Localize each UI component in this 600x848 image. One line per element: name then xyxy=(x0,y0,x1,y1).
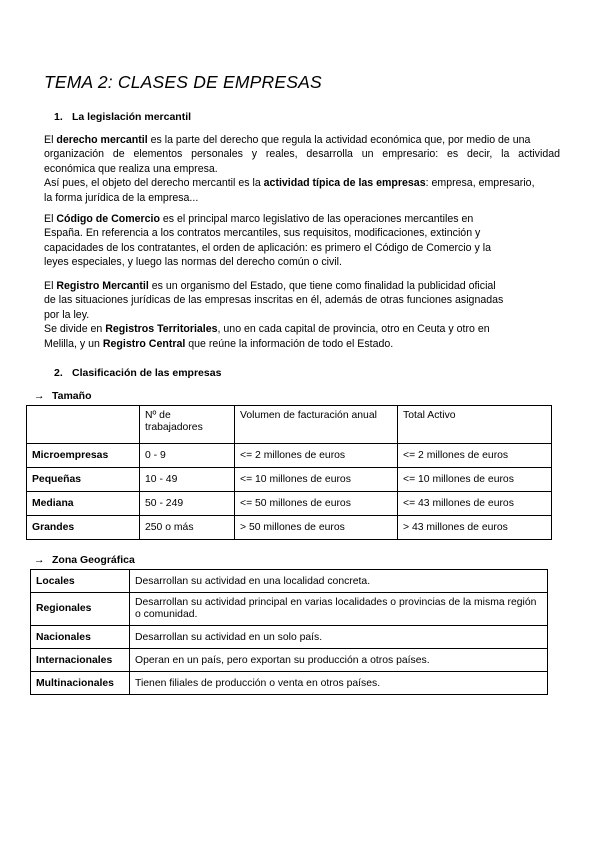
table-row: Regionales Desarrollan su actividad principal en varias localidades o provincias de la misma región o comunidad. xyxy=(31,593,548,626)
section-1-number: 1. xyxy=(54,111,63,123)
table-row: Pequeñas 10 - 49 <= 10 millones de euros <= 10 millones de euros xyxy=(27,468,552,492)
paragraph-codigo-comercio: El Código de Comercio es el principal marco legislativo de las operaciones mercantiles en España. En referencia a los contratos mercantiles, sus requisitos, modificaciones, extinción y capacidades de los contratantes, el orden de aplicación: es primero el Código de Comercio y la leyes especiales, y luego las normas del derecho común o civil. xyxy=(44,213,491,269)
arrow-right-icon: → xyxy=(34,390,45,402)
table-row: Mediana 50 - 249 <= 50 millones de euros <= 43 millones de euros xyxy=(27,492,552,516)
paragraph-derecho-mercantil: El derecho mercantil es la parte del derecho que regula la actividad económica que, por medio de una organización de elementos personales y reales, desarrolla un empresario: es decir, la actividad económica que realiza una empresa. Así pues, el objeto del derecho mercantil es la actividad típica de las empresas: empresa, empresario, la forma jurídica de la empresa... xyxy=(44,134,560,204)
term-codigo-comercio: Código de Comercio xyxy=(56,213,160,225)
term-registro-mercantil: Registro Mercantil xyxy=(56,280,149,292)
table-row: Microempresas 0 - 9 <= 2 millones de euros <= 2 millones de euros xyxy=(27,444,552,468)
table-row: Locales Desarrollan su actividad en una localidad concreta. xyxy=(31,570,548,593)
zona-table xyxy=(30,569,548,695)
tamano-table xyxy=(26,405,552,540)
term-registros-territoriales: Registros Territoriales xyxy=(105,323,218,336)
table-row: Multinacionales Tienen filiales de producción o venta en otros países. xyxy=(31,672,548,695)
zona-heading xyxy=(34,554,135,566)
table-row: Nacionales Desarrollan su actividad en un solo país. xyxy=(31,626,548,649)
term-derecho-mercantil: derecho mercantil xyxy=(56,134,148,146)
table-row: Internacionales Operan en un país, pero exportan su producción a otros países. xyxy=(31,649,548,672)
header-cell-facturacion: Volumen de facturación anual xyxy=(235,406,398,444)
section-1-title: La legislación mercantil xyxy=(72,111,192,123)
section-2-title: Clasificación de las empresas xyxy=(72,367,222,379)
header-cell-trabajadores: Nº de trabajadores xyxy=(140,406,235,444)
section-1-heading xyxy=(54,111,191,123)
table-row: Grandes 250 o más > 50 millones de euros > 43 millones de euros xyxy=(27,516,552,540)
section-2-number: 2. xyxy=(54,367,63,379)
header-cell-activo: Total Activo xyxy=(398,406,552,444)
tamano-label: Tamaño xyxy=(52,390,92,402)
section-2-heading xyxy=(54,367,221,379)
page-title: TEMA 2: CLASES DE EMPRESAS xyxy=(44,72,322,92)
term-registro-central: Registro Central xyxy=(102,337,186,350)
zona-label: Zona Geográfica xyxy=(52,554,135,566)
term-actividad-tipica: actividad típica de las empresas xyxy=(263,177,426,190)
arrow-right-icon: → xyxy=(34,554,45,566)
header-cell-empty xyxy=(27,406,140,444)
paragraph-registro-mercantil: El Registro Mercantil es un organismo del Estado, que tiene como finalidad la publicidad oficial de las situaciones jurídicas de las empresas inscritas en él, además de otras funciones asignadas por la ley. Se divide en Registros Territoriales, uno en cada capital de provincia, otro en Ceuta y otro en Melilla, y un Registro Central que reúne la información de todo el Estado. xyxy=(44,280,504,350)
tamano-heading xyxy=(34,390,91,402)
table-header-row xyxy=(27,406,552,444)
